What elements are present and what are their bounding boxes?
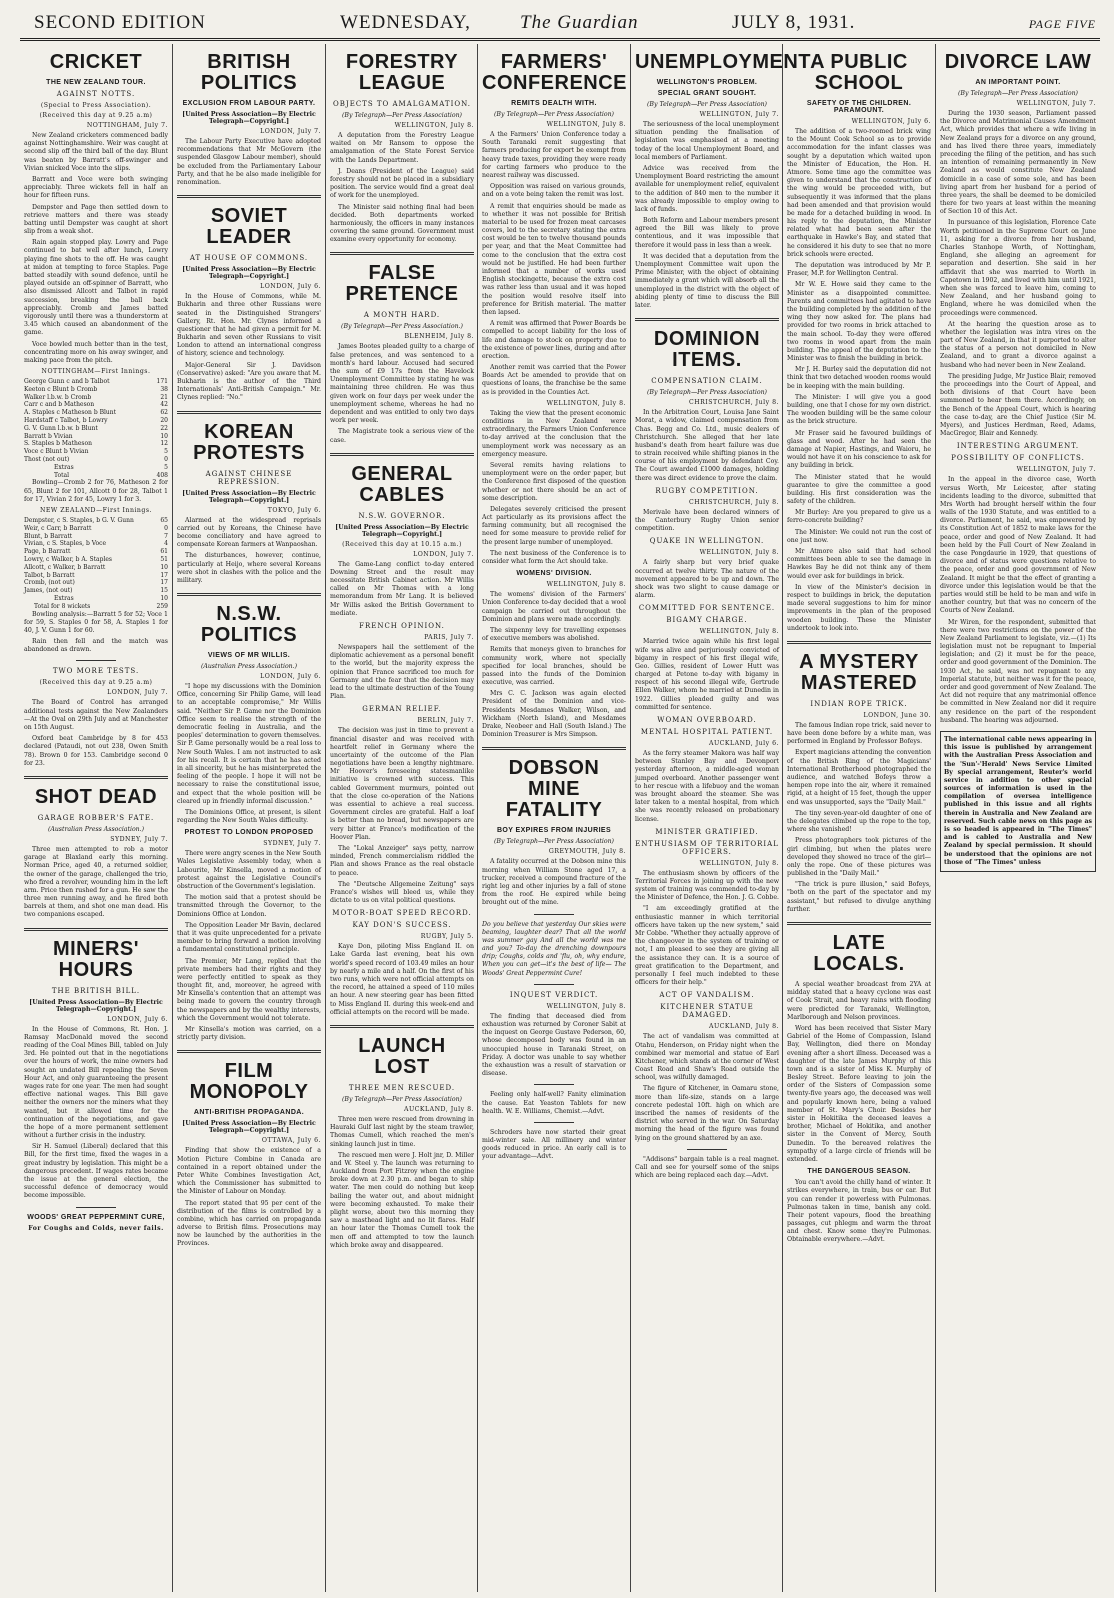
nsw-credit: (Australian Press Association.) — [200, 663, 298, 671]
cables-headline: GENERAL CABLES — [351, 462, 453, 506]
film-subhead: ANTI-BRITISH PROPAGANDA. — [193, 1109, 305, 1117]
shot-dead-credit: (Australian Press Association.) — [47, 825, 145, 833]
score-row: George Gunn c and b Talbot 171 — [24, 378, 168, 386]
yeaston-ad: Feeling only half-well? Fanity elimination the cause. Eat Yeaston Tablets for new health. W. E. Williams, Chemist.—Advt. — [482, 1091, 626, 1115]
nsw-para: The Premier, Mr Lang, replied that the private members had their rights and they were perfectly entitled to speak as they thought fit, and, moreover, he agreed with Mr Kinsella's contention that an attempt was being made to govern the country through the newspapers and by the wealthy interests, which the Government would not tolerate. — [177, 957, 321, 1022]
inquest-para: The finding that deceased died from exhaustion was returned by Coroner Sabit at the inquest on George Gustave Pederson, 60, whose decomposed body was found in an unoccupied house in Taranaki Street, on Friday. A doctor was unable to say whether the exhaustion was a result of starvation or disease. — [482, 1012, 626, 1078]
farmers-dateline: WELLINGTON, July 8. — [546, 121, 626, 128]
miners-para: Sir H. Samuel (Liberal) declared that this Bill, for the first time, fixed the wages in a great industry by legislation. This might be a dangerous precedent. If wages rates became the issue at the general election, the successful defence of democracy would become impossible. — [24, 1143, 168, 1200]
score-row: James, (not out) 15 — [24, 587, 168, 595]
farmers-para: Remits that moneys given to branches for community work, where not specially specified for local branches, should be passed into the funds of the Dominion executive, was carried. — [482, 646, 626, 687]
divider — [76, 1207, 116, 1208]
cable-news-notice: The international cable news appearing in this issue is published by arrangement with the Australian Press Association and the 'Sun'-'Herald' News Service Limited By special arrangement, Reuter's world service in addition to other special sources of information is used in the compilation of oversea intelligence published in this issue and all rights therein in Australia and New Zealand are reserved. Such cable news on this page as is so headed is appeared in "The Times" and is cabled to Australia and New Zealand by special permission. It should be understood that the opinions are not those of "The Times" unless — [940, 731, 1096, 872]
nsw-protest-head: PROTEST TO LONDON PROPOSED — [184, 829, 314, 837]
farmers-subhead: REMITS DEALTH WITH. — [511, 100, 597, 107]
score-row: Allcott, c Walker, b Barratt 10 — [24, 563, 168, 571]
cricket-para: Voce bowled much better than in the test, concentrating more on his away swinger, and making pace from the pitch. — [24, 340, 168, 364]
date-label: JULY 8, 1931. — [732, 12, 856, 33]
column-2 — [177, 44, 321, 1592]
launch-subhead: THREE MEN RESCUED. — [348, 1083, 456, 1092]
school-subhead: SAFETY OF THE CHILDREN. PARAMOUNT. — [806, 100, 912, 114]
nsw-para: Mr Kinsella's motion was carried, on a strictly party division. — [177, 1026, 321, 1042]
cricket-headline: CRICKET — [49, 51, 143, 73]
more-tests-head: TWO MORE TESTS. — [52, 667, 140, 676]
school-para: The Minister: I will give you a good building, one that I chose for my own district. The wooden building will be the same colour as the brick structure. — [787, 393, 931, 426]
pretence-headline: FALSE PRETENCE — [345, 262, 459, 306]
score-row: Vivian, c S. Staples, b Voce 4 — [24, 540, 168, 548]
masthead — [20, 8, 1100, 41]
divorce-dateline-2: WELLINGTON, July 7. — [1016, 466, 1096, 474]
cricket-para: Dempster and Page then settled down to retrieve matters and there was steady batting until Dempster was caught at short slip from a weak shot. — [24, 203, 168, 236]
mystery-dateline: LONDON, June 30. — [863, 711, 931, 719]
nsw-para: The Opposition Leader Mr Bavin, declared that it was quite unprecedented for a private member to bring forward a motion involving a fundamental constitutional principle. — [177, 921, 321, 954]
cables-para: The decision was just in time to prevent a financial disaster and was received with heartfelt relief in Germany where the uncertainty of the outcome of the Plan negotiations have been a lengthy nightmare. Mr Hoover's foreseeing statesmanlike initiative is crowned with success. This cabled Government murmurs, pointed out that the close co-operation of the Nations was essential to achieve a real success. Government circles are grateful. Half a loaf is better than no bread, but newspapers are very bitter at France's modification of the Hoover Plan. — [330, 727, 474, 841]
score-row: Carr c and b Matheson 42 — [24, 401, 168, 409]
film-headline: FILM MONOPOLY — [189, 1060, 309, 1104]
nsw-para: There were angry scenes in the New South Wales Legislative Assembly today, when a Labourite, Mr Kinsella, moved a motion of protest against the Legislative Council's obstruction of the Government's legislation. — [177, 850, 321, 890]
korean-para: Alarmed at the widespread reprisals carried out by Koreans, the Chinese have become conciliatory and have agreed to compensate Korean farmers at Wanpaoshan. — [177, 516, 321, 549]
film-para: The report stated that 95 per cent of the distribution of the films is controlled by a combine, which has carried on propaganda adverse to British films. Prosecutions may now be launched by the authorities in the Provinces. — [177, 1199, 321, 1248]
farmers-credit: (By Telegraph—Per Press Association) — [494, 111, 614, 118]
dobson-headline: DOBSON MINE FATALITY — [505, 757, 603, 822]
dominion-para: As the ferry steamer Makora was half way between Stanley Bay and Devonport yesterday afternoon, a middle-aged woman jumped overboard. Another passenger went to her rescue with a lifebuoy and the woman was brought aboard the steamer. She was later taken to a mental hospital, from which she was recently released on probationary license. — [635, 750, 779, 823]
pretence-para: The Magistrate took a serious view of the case. — [330, 428, 474, 444]
forestry-dateline: WELLINGTON, July 8. — [394, 122, 474, 129]
score-row: Blunt, b Barratt 7 — [24, 532, 168, 540]
divorce-para: In pursuance of this legislation, Florence Cate Worth petitioned in the Supreme Court on June 11, asking for a divorce from her husband, Charles Stanhope Worth, of Nottingham, England, she alleging an agreement for separation and desertion. She said in her affidavit that she was married to Worth in Capetown in 1902, and lived with him until 1921, when she was forced to leave him, coming to New Zealand, and her husband going to England, where he was domiciled when the proceedings were commenced. — [940, 219, 1096, 317]
score-row: S. Staples b Matheson 12 — [24, 440, 168, 448]
farmers-para: The sixpenny levy for travelling expenses of executive members was abolished. — [482, 626, 626, 643]
school-para: In view of the Minister's decision in respect to buildings in brick, the deputation made several suggestions to him for minor improvements in the plan of the proposed wooden building. These the Minister undertook to look into. — [787, 583, 931, 632]
politics-subhead: EXCLUSION FROM LABOUR PARTY. — [182, 100, 316, 107]
pretence-dateline: BLENHEIM, July 8. — [404, 333, 474, 341]
unemployment-headline: UNEMPLOYMENT — [635, 51, 811, 73]
soviet-para: Major-General Sir J. Davidson (Conservative) asked: "Are you aware that M. Bukharin is the author of the Third Internationals' Anti-British Campaign." Mr. Clynes replied: "No." — [177, 361, 321, 402]
cables-para: Kaye Don, piloting Miss England II. on Lake Garda last evening, beat his own world's speed record of 103.49 miles an hour by nearly a mile and a half. On the first of his two runs, which were not official attempts on the record, he attained a speed of 110 miles an hour. A new steering gear has been fitted to Miss England II. during this week-end and official attempts on the record will be made. — [330, 943, 474, 1016]
miners-headline: MINERS' HOURS — [52, 937, 140, 981]
cricket-credit: (Special to Press Association). — [40, 102, 152, 109]
cables-subhead: N.S.W. GOVERNOR. — [358, 511, 446, 520]
kitchener-head: KITCHENER STATUE DAMAGED. — [660, 1003, 754, 1020]
notts-scorecard — [24, 378, 168, 479]
launch-para: The rescued men were J. Holt jnr, D. Miller and W. Steel y. The launch was returning to Auckland from Port Fitzroy when the engine broke down at 2.30 p.m. and began to ship water. The men could do nothing but keep bailing the water out, and about midnight were becoming exhausted. To make their plight worse, about two this morning they saw a masthead light and no lit flares. Half an hour later the Thomas Cumell took the men off and attempted to tow the launch which broke away and disappeared. — [330, 1151, 474, 1249]
score-row: Dempster, c S. Staples, b G. V. Gunn 65 — [24, 516, 168, 524]
farmers-dateline-2: WELLINGTON, July 8. — [546, 399, 626, 407]
farmers-para: Mrs C. C. Jackson was again elected President of the Dominion and vice-Presidents Mesdames Walker, Wilson, and Wickham (North Island), and Mesdames Drake, Neobeer and Hall (South Island.) The Dominion Treasurer is Mrs Simpson. — [482, 690, 626, 739]
politics-para: The Labour Party Executive have adopted recommendations that Mr McGovern (the suspended Glasgow Labour member), should be excluded from the Parliamentary Labour Party, and that he be also made ineligible for renomination. — [177, 138, 321, 186]
columns — [20, 44, 1100, 1592]
score-row: Talbot, b Barratt 17 — [24, 571, 168, 579]
pretence-para: James Bootes pleaded guilty to a charge of false pretences, and was sentenced to a month's hard labour. Accused had secured the sum of £9 17s from the Havelock Unemployment Committee by stating he was maintaining three children. He was thus given work on four days per week under the unemployment scheme, whereas he had no dependent and was entitled to only two days work per week. — [330, 343, 474, 425]
woods-ad-line: For Coughs and Colds, never fails. — [28, 1224, 164, 1232]
dominion-para: In the Arbitration Court, Louisa Jane Saint Morat, a widow, claimed compensation from Chas. Begg and Co. Ltd., music dealers of Christchurch. She alleged that her late husband's death from heart failure was due to strain received while shifting pianos in the course of his employment by defendant Coy. The Court awarded £1000 damages, holding there was direct evidence to prove the claim. — [635, 409, 779, 482]
dominion-subhead: COMPENSATION CLAIM. — [651, 377, 763, 386]
cricket-para: Barratt and Voce were both swinging appreciably. Three wickets fell in half an hour for fifteen runs. — [24, 175, 168, 200]
mental-head: MENTAL HOSPITAL PATIENT. — [640, 728, 774, 736]
german-head: GERMAN RELIEF. — [362, 705, 442, 714]
dominion-dateline: CHRISTCHURCH, July 8. — [689, 399, 779, 407]
cables-dateline-3: BERLIN, July 7. — [417, 717, 474, 725]
nsw-headline: N.S.W. POLITICS — [200, 603, 298, 647]
pulmonas-ad: You can't avoid the chilly hand of winter. It strikes everywhere, in train, bus or car. But you can render it powerless with Pulmonas. Pulmonas taken in time, banish any cold. Their potent vapours, flood the breathing passages, cut phlegm and warm the throat and chest. Know some they're Pulmonas. Obtainable everywhere.—Advt. — [787, 1179, 931, 1244]
cricket-para: The Board of Control has arranged additional tests against the New Zealanders—At the Oval on 29th July and at Manchester on 15th August. — [24, 699, 168, 732]
column-6 — [787, 44, 931, 1592]
divider — [534, 984, 574, 985]
column-1 — [24, 44, 168, 1592]
dominion-dateline-3: WELLINGTON, July 8. — [699, 549, 779, 557]
day-label: WEDNESDAY, — [340, 12, 471, 33]
soviet-credit: [United Press Association—By Electric Telegraph—Copyright.] — [182, 266, 316, 281]
divorce-headline: DIVORCE LAW — [944, 51, 1092, 73]
dominion-para: The enthusiasm shown by officers of the Territorial Forces in joining up with the new system of training was commended to-day by the Minister of Defence, the Hon. J. G. Cobbe. — [635, 869, 779, 902]
inquest-head: INQUEST VERDICT. — [509, 990, 599, 999]
notts-innings-head: NOTTINGHAM—First Innings. — [41, 368, 151, 376]
dominion-dateline-5: AUCKLAND, July 6. — [708, 740, 779, 747]
school-para: Mr Atmore also said that had school committees been able to see the damage in Hawkes Bay he did not think any of them would ever ask for buildings in brick. — [787, 548, 931, 580]
forestry-headline: FORESTRY LEAGUE — [345, 51, 459, 94]
dominion-para: Merivale have been declared winners of the Canterbury Rugby Union senior competition. — [635, 508, 779, 533]
cables-dateline-4: RUGBY, July 5. — [420, 933, 474, 941]
farmers-para: A the Farmers' Union Conference today a South Taranaki remit suggesting that farmers producing for export be exempt from heavy trade taxes, providing they were ready for carting farmers who produce to the nearest railway was discussed. — [482, 131, 626, 179]
korean-subhead: AGAINST CHINESE REPRESSION. — [205, 469, 293, 486]
dominion-para: A fairly sharp but very brief quake occurred at twelve thirty. The nature of the movement appeared to be up and down. The shock was two slight to cause damage or alarm. — [635, 559, 779, 600]
divider — [687, 1149, 727, 1150]
unemployment-subhead: WELLINGTON'S PROBLEM. — [656, 79, 758, 86]
shot-dead-para: Three men attempted to rob a motor garage at Blaxland early this morning. Norman Price, aged 40, a returned soldier, the owner of the garage, challenged the trio, who fired a revolver, wounding him in the left arm. Price then rushed for a gun. He saw the three men running away, and he fired both barrels at them, and shot one man dead. His two companions escaped. — [24, 845, 168, 919]
miners-credit: [United Press Association—By Electric Telegraph—Copyright.] — [29, 998, 163, 1013]
vandal-head: ACT OF VANDALISM. — [659, 991, 755, 1000]
school-para: Mr Fraser said he favoured buildings of glass and wood. After he had seen the damage at Napier, Hastings, and Waioru, he would not have it on his conscience to ask for any building in brick. — [787, 429, 931, 470]
miners-subhead: THE BRITISH BILL. — [51, 986, 141, 995]
dominion-dateline-7: AUCKLAND, July 8. — [708, 1023, 779, 1031]
pretence-subhead: A MONTH HARD. — [363, 311, 441, 320]
unemployment-para: Both Reform and Labour members present agreed the Bill was likely to prove contentious, and it was impossible that therefore it would pass in less than a week. — [635, 217, 779, 249]
dominion-para: "I am exceedingly gratified at the enthusiastic manner in which territorial officers have taken up the new system," said Mr Cobbe. "Whether they actually approve of the changeover in the system of training or not, I am pleased to see they are giving all the assistance they can. It is a source of great gratification to the Department, and personally I feel much indebted to these officers for their help." — [635, 905, 779, 987]
cables-dateline-2: PARIS, July 7. — [424, 634, 474, 641]
launch-headline: LAUNCH LOST — [358, 1034, 446, 1078]
farmers-para: Delegates severely criticised the present Act particularly as its provisions affect the farming community, but all recognised the need for some measure to provide relief for the present large number of unemployed. — [482, 505, 626, 546]
soviet-subhead: AT HOUSE OF COMMONS. — [189, 254, 309, 263]
unemployment-dateline: WELLINGTON, July 7. — [699, 111, 779, 118]
nz-bowling: Bowling analysis:—Barratt 5 for 52; Voce 1 for 59, S. Staples 0 for 58, A. Staples 1 for 40, J. V. Gunn 1 for 60. — [24, 610, 168, 634]
nz-scorecard — [24, 517, 168, 611]
dobson-credit: (By Telegraph—Per Press Association) — [494, 838, 614, 846]
shot-dead-dateline: SYDNEY, July 7. — [110, 835, 168, 843]
film-dateline: OTTAWA, July 6. — [261, 1137, 321, 1145]
notts-bowling: Bowling—Cromb 2 for 76, Matheson 2 for 65, Blunt 2 for 101, Allcott 0 for 28, Talbot 1 for 17, Vivian 2 for 45, Lowry 1 for 3. — [24, 479, 168, 503]
politics-credit: [United Press Association—By Electric Telegraph—Copyright.] — [182, 111, 316, 125]
farmers-para: The womens' division of the Farmers' Union Conference to-day decided that a wool campaign be carried out throughout the Dominion and plans were made accordingly. — [482, 591, 626, 623]
quake-head: QUAKE IN WELLINGTON. — [649, 537, 765, 546]
column-4 — [482, 44, 626, 1592]
mystery-para: "The trick is pure illusion," said Bofeys, "both on the part of the spectator and my assistant," but refused to divulge anything further. — [787, 881, 931, 913]
score-row: Hardstaff c Talbot, b Lowry 20 — [24, 417, 168, 425]
dominion-dateline-2: CHRISTCHURCH, July 8. — [689, 498, 779, 506]
column-7 — [940, 44, 1096, 1592]
page-label: PAGE FIVE — [1028, 17, 1096, 31]
cables-para: Newspapers hail the settlement of the diplomatic achievement as a personal benefit to the world, but the majority express the opinion that France sacrificed too much for Germany and the fear that the decision may lead to the ultimate destruction of the Young Plan. — [330, 644, 474, 701]
divider — [534, 1122, 574, 1123]
score-total: Total 408 — [54, 471, 168, 479]
divider — [24, 776, 168, 779]
school-para: The deputation was introduced by Mr P. Fraser, M.P. for Wellington Central. — [787, 262, 931, 278]
film-para: Finding that show the existence of a Motion Picture Combine in Canada are contained in a report obtained under the Peter White Combines Investigation Act, which the Commissioner has submitted to the Minister of Labour on Monday. — [177, 1147, 321, 1196]
dominion-dateline-4: WELLINGTON, July 8. — [699, 628, 779, 636]
forestry-para: The Minister said nothing final had been decided. Both departments worked harmoniously, the officers in many instances covering the same ground. Government must examine every opportunity for economy. — [330, 203, 474, 244]
divider — [787, 922, 931, 925]
divider — [76, 660, 116, 661]
cricket-para: Rain again stopped play. Lowry and Page continued to bat well after lunch, Lowry playing fine shots to the off. He was caught at midon at tempting to force Staples. Page batted steadily with sound defence, until he played outside an off-spinner of Barratt, who also dismissed Allcott and Talbot in rapid succession, breaking the ball back appreciably. Cromb and James batted vigorously until there was a thunderstorm at 3.45 which caused an abandonment of the game. — [24, 239, 168, 337]
korean-headline: KOREAN PROTESTS — [193, 420, 305, 464]
dominion-para: The figure of Kitchener, in Oamaru stone, more than life-size, stands on a large concrete pedestal 10ft. high on which are inscribed the names of residents of the district who served in the war. On Saturday morning the head of the figure was found lying on the ground shattered by an axe. — [635, 1085, 779, 1142]
kaye-head: KAY DON'S SUCCESS. — [352, 921, 452, 930]
divider — [177, 1050, 321, 1053]
cables-dateline: LONDON, July 7. — [413, 550, 474, 558]
cricket-dateline-2: LONDON, July 7. — [107, 689, 168, 697]
school-para: The Minister stated that he would guarantee to give the committee a good building. His first consideration was the safety of the children. — [787, 473, 931, 506]
unemployment-para: It was decided that a deputation from the Unemployment Committee wait upon the Prime Minister, with the object of obtaining immediately a grant which will absorb all the unemployed in the district with the object of abiding plenty of time to discuss the Bill later. — [635, 252, 779, 309]
divorce-subhead: AN IMPORTANT POINT. — [975, 79, 1061, 86]
score-row: Keeton c Blunt b Cromb 38 — [24, 385, 168, 393]
divider — [177, 411, 321, 414]
farmers-para: A remit that enquiries should be made as to whether it was not possible for British material to be used for frozen meat carcases covers, led to the secretary stating the extra cost would be ten to twelve thousand pounds per year, and that the Meat Committee had come to the conclusion that the extra cost would not be justified. He had been further informed that a number of works used English stockingette, because the extra cost was rather less than usual and it was hoped the position would resolve itself into preference for British material. The matter then lapsed. — [482, 202, 626, 316]
conflict-head: POSSIBILITY OF CONFLICTS. — [951, 454, 1085, 463]
divorce-credit: (By Telegraph—Per Press Association) — [958, 90, 1078, 97]
shot-dead-subhead: GARAGE ROBBER'S FATE. — [37, 813, 155, 822]
dominion-headline: DOMINION ITEMS. — [653, 328, 761, 372]
overboard-head: WOMAN OVERBOARD. — [657, 716, 757, 724]
nsw-para: "I hope my discussions with the Dominion Office, concerning Sir Philip Game, will lead to an acceptable compromise," Mr Willis said. "Neither Sir P. Game nor the Dominion Office seem to realise the strength of the democratic feeling in Australia, and the peoples' determination to govern themselves. Sir P. Game personally would be a real loss to New South Wales. I am not instructed to ask for his recall. It is certain that he has acted in all sincerity, but he has misinterpreted the feeling of the people. I hope it will not be necessary to raise the constitutional issue, and expect that the whole position will be cleared up in friendly informal discussion." — [177, 683, 321, 805]
enthusiasm-head: ENTHUSIASM OF TERRITORIAL OFFICERS. — [635, 839, 779, 856]
schroders-ad: Schroders have now started their great mid-winter sale. All millinery and winter goods reduced in price. An early call is to your advantage—Advt. — [482, 1128, 626, 1161]
cricket-against: AGAINST NOTTS. — [56, 90, 136, 98]
shot-dead-headline: SHOT DEAD — [34, 785, 158, 808]
score-row: Thost (not out) 0 — [24, 456, 168, 464]
film-credit: [United Press Association—By Electric Telegraph—Copyright.] — [182, 1120, 316, 1135]
divorce-para: The presiding Judge, Mr Justice Blair, removed the proceedings into the Court of Appeal, and both divisions of that Court have been summoned to hear them there. Accordingly, on the Bench of the Appeal Court, which is hearing the case to-day, are the Chief Justice (Sir M. Myers), and Justices Herdman, Reed, Adams, MacGregor, Blair and Kennedy. — [940, 372, 1096, 438]
mystery-para: The famous Indian rope trick, said never to have been done before by a white man, was performed in England by Professor Bofeys. — [787, 721, 932, 746]
forestry-subhead: OBJECTS TO AMALGAMATION. — [333, 100, 471, 108]
forestry-credit: (By Telegraph—Per Press Association) — [342, 112, 462, 119]
cables-received: (Received this day at 10.15 a.m.) — [342, 540, 462, 548]
farmers-headline: FARMERS' CONFERENCE — [482, 51, 628, 94]
french-head: FRENCH OPINION. — [359, 622, 445, 630]
school-para: Mr W. E. Howe said they came to the Minister as a disappointed committee. Parents and committees had agitated to have the building completed by the addition of the wing they now asked for. The plans had provided for two rooms in brick attached to the main school. To-day they were offered two rooms in wood apart from the main building. The appeal of the deputation to the Minister was to finish the building in brick. — [787, 281, 931, 363]
miners-para: In the House of Commons, Rt. Hon. J. Ramsay MacDonald moved the second reading of the Coal Mines Bill, tabled on July 3rd. He pointed out that in the negotiations over the hours of work, the mine owners had sought an undated Bill repealing the Seven Hour Act, and only guaranteeing the present wages rate for one year. The men had sought effective national wages. This Bill gave neither the owners nor the miners what they wanted, but it allowed time for the continuation of the negotiations, and gave the hope of a more permanent settlement without a further crisis in the industry. — [24, 1025, 168, 1140]
cricket-received-2: (Received this day at 9.25 a.m) — [39, 679, 153, 687]
farmers-para: Taking the view that the present economic conditions in New Zealand were extraordinary, the Farmers Union Conference to-day arrived at the conclusion that the unemployment work was necessary as an emergency measure. — [482, 409, 626, 458]
score-row: G. V. Gunn l.b.w. b Blunt 22 — [24, 424, 168, 432]
farmers-para: Several remits having relations to unemployment were on the order paper, but the Conference first disposed of the question whether or not there should be an act of some description. — [482, 461, 626, 502]
woods-verse: Do you believe that yesterday Our skies were beaming, laughter dear? That all the world was summer gay And all the world was me and you? To-day the drenching downpours drip; Coughs, colds and 'flu, oh, why endure, When you can get—it's the best of life— The Woods' Great Peppermint Cure! — [482, 920, 626, 977]
school-para: The Minister: We could not run the cost of one just now. — [787, 528, 931, 544]
column-3 — [330, 44, 474, 1592]
korean-para: The disturbances, however, continue, particularly at Heijo, where several Koreans were shot in clashes with the police and the military. — [177, 552, 321, 584]
committed-head: COMMITTED FOR SENTENCE. — [638, 604, 776, 613]
motor-head: MOTOR-BOAT SPEED RECORD. — [332, 909, 472, 918]
cricket-received: (Received this day at 9.25 a.m) — [39, 112, 153, 119]
nz-innings-head: NEW ZEALAND—First Innings. — [39, 506, 153, 514]
column-5 — [635, 44, 811, 1592]
edition-label: SECOND EDITION — [34, 12, 206, 33]
politics-dateline: LONDON, July 7. — [260, 128, 321, 135]
minister-head: MINISTER GRATIFIED. — [655, 827, 759, 836]
score-row: Weir, c Carr, b Barratt 0 — [24, 524, 168, 532]
cricket-para: New Zealand cricketers commenced badly against Nottinghamshire. Weir was caught at second slip off the third ball of the day. Blunt was beaten by Barratt's off-swinger and Vivian snicked Voce into the slips. — [24, 132, 168, 172]
unemployment-para: The seriousness of the local unemployment situation pending the finalisation of legislation was emphasised at a meeting today of the local Unemployment Board, and local members of Parliament. — [635, 121, 779, 161]
korean-credit: [United Press Association—By Electric Telegraph—Copyright.] — [182, 489, 316, 504]
dobson-dateline-2: WELLINGTON, July 8. — [546, 1002, 626, 1010]
mystery-para: Press photographers took pictures of the girl climbing, but when the plates were developed they showed no trace of the girl—only the rope. One of these pictures was published in the "Daily Mail." — [787, 837, 931, 878]
paper-title: The Guardian — [520, 12, 639, 33]
divider — [177, 593, 321, 596]
locals-para: A special weather broadcast from 2YA at midday stated that a heavy cyclone was east of Cook Strait, and heavy rains with flooding were predicted for Taranaki, Wellington, Marlborough and Nelson provinces. — [787, 981, 931, 1021]
locals-para: Word has been received that Sister Mary Gabriel of the Home of Compassion, Island Bay, Wellington, died there on Monday evening after a short illness. Deceased was a daughter of the late James Murphy of this town and is a sister of Miss K. Murphy of Besley Street. Before leaving to join the order of the Sisters of Compassion some twenty-five years ago, the deceased was well and popularly known here, being a valued member of St. Mary's Choir. Besides her sister in Hokitika the deceased leaves a brother, Michael of Hokitika, and another sister in the Convent of Mercy, South Dunedin. To the bereaved relatives the sympathy of a large circle of friends will be extended. — [787, 1024, 931, 1163]
forestry-para: J. Deans (President of the League) said forestry should not be placed in a subsidiary position. The service would find a great deal of work for the unemployed. — [330, 167, 474, 200]
unemployment-para: Advice was received from the Unemployment Board restricting the amount available for unemployment relief, equivalent to the addition of 840 men to the number it was already impossible to employ owing to lack of funds. — [635, 164, 779, 213]
nsw-para: The motion said that a protest should be transmitted through the Governor, to the Dominions Office at London. — [177, 894, 321, 918]
dominion-para: The act of vandalism was committed at Otahu, Henderson, on Friday night when the combined war memorial and statue of Earl Kitchener, which stands at the corner of West Coast Road and Shaw's Road outside the school, was wilfully damaged. — [635, 1033, 779, 1082]
school-para: The addition of a two-roomed brick wing to the Mount Cook School so as to provide accommodation for the infant classes was sought by a deputation which waited upon the Minister of Education, the Hon. H. Atmore. Some time ago the committee was given to understand that the construction of the wing would be proceeded with, but subsequently it was informed that the plans had been amended and that provision would be made for a detached building in wood. In his reply to the deputation, the Minister related what had been seen after the earthquake in Hawke's Bay, and stated that he considered it his duty to see that no more brick schools were erected. — [787, 128, 931, 258]
cables-credit: [United Press Association—By Electric Telegraph—Copyright.] — [335, 523, 469, 538]
mystery-para: The tiny seven-year-old daughter of one of the delegates climbed up the rope to the top, where she vanished! — [787, 809, 931, 834]
school-para: Mr J. H. Burley said the deputation did not think that two detached wooden rooms would be in keeping with the main building. — [787, 366, 931, 390]
soviet-para: In the House of Commons, while M. Bukharin and three other Russians were seated in the Distinguished Strangers' Gallery, Rt. Hon. Mr. Clynes informed a questioner that he had given a permit for M. Bukharin and seven other Russians to visit London to attend an international congress of history, science and technology. — [177, 293, 321, 358]
score-row: Extras 5 — [54, 463, 168, 471]
dobson-para: A fatality occurred at the Dobson mine this morning when William Stone aged 17, a trucker, received a compound fracture of the right leg and other injuries by a fall of stone from the roof. He expired while being brought out of the mine. — [482, 858, 626, 907]
farmers-para: Another remit was carried that the Power Boards Act be amended to provide that on questions of loans, the franchise be the same as is provided in the Counties Act. — [482, 364, 626, 396]
launch-para: Three men were rescued from drowning in Hauraki Gulf last night by the steam trawler, Thomas Cumell, which reached the men's sinking launch just in time. — [330, 1115, 474, 1148]
cricket-dateline: NOTTINGHAM, July 7. — [86, 122, 168, 129]
addisons-ad: "Addisons" bargain table is a real magnet. Call and see for yourself some of the snips which are being replaced each day.—Advt. — [635, 1155, 779, 1180]
divorce-para: In the appeal in the divorce case, Worth versus Worth, Mr Leicester, after stating incidents leading to the divorce, submitted that Mrs Worth had brought herself within the four walls of the 1930 Statute, and was entitled to a divorce. Parliament, he said, was empowered by its Constitution Act of 1852 to make laws for the peace, order and good of New Zealand. It had been held by the Full Court of New Zealand in the case Pongdaurie in 1929, that questions of divorce and of status were questions relative to the peace, order and good government of New Zealand. It might be that the effect of granting a divorce under this legislation would be that the parties would still be held to be man and wife in another country, but that was no concern of the Courts of New Zealand. — [940, 476, 1096, 615]
school-para: Mr Burley: Are you prepared to give us a ferro-concrete building? — [787, 509, 931, 525]
mystery-para: Expert magicians attending the convention of the British Ring of the Magicians' International Brotherhood photographed the audience, and watched Bofeys throw a hempen rope into the air, where it remained rigid, at a height of 15 feet, though the upper end was unsupported, says the "Daily Mail." — [787, 749, 931, 806]
farmers-para: Opposition was raised on various grounds, and on a vote being taken the remit was lost. — [482, 183, 626, 199]
nsw-dateline-2: SYDNEY, July 7. — [263, 840, 321, 848]
forestry-para: A deputation from the Forestry League waited on Mr Ransom to oppose the amalgamation of the State Forest Service with the Lands Department. — [330, 132, 474, 164]
dominion-dateline-6: WELLINGTON, July 8. — [699, 859, 779, 867]
locals-headline: LATE LOCALS. — [813, 932, 905, 975]
cables-para: The Game-Lang conflict to-day entered Downing Street and the result may necessitate British Cabinet action. Mr Willis called on Mr Thomas with a long memorandum from Mr Lang. It is believed Mr Willis asked the British Government to mediate. — [330, 560, 474, 617]
politics-headline: BRITISH POLITICS — [200, 51, 298, 94]
cricket-para: Oxford beat Cambridge by 8 for 453 declared (Pataudi, not out 238, Owen Smith 78). Brown 0 for 153. Cambridge second 0 for 23. — [24, 735, 168, 767]
miners-dateline: LONDON, July 6. — [107, 1015, 168, 1023]
divider — [534, 914, 574, 915]
women-head: WOMENS' DIVISION. — [516, 570, 592, 578]
cricket-subhead: THE NEW ZEALAND TOUR. — [46, 79, 146, 86]
divorce-para: Mr Wiren, for the respondent, submitted that there were two restrictions on the power of the New Zealand Parliament to legislate, viz.—(1) Its legislation must not be repugnant to Imperial legislation; and (2) it must be for the peace, order and good government of the Dominion. The 1930 Act, he said, was not repugnant to any Imperial statute, but neither was it for the peace, order and good government of New Zealand. The Act did not require that any matrimonial offence be committed in New Zealand nor did it require any residence on the part of the respondent husband. The hearing was adjourned. — [940, 618, 1096, 724]
score-row: Voce c Blunt b Vivian 5 — [24, 448, 168, 456]
score-total: Total for 8 wickets 259 — [34, 602, 168, 610]
divider — [330, 252, 474, 255]
soviet-dateline: LONDON, July 6. — [260, 283, 321, 291]
divider — [534, 1084, 574, 1085]
divorce-dateline: WELLINGTON, July 7. — [1016, 100, 1096, 107]
interest-head: INTERESTING ARGUMENT. — [956, 442, 1080, 451]
divider — [330, 1025, 474, 1028]
dominion-para: Married twice again while his first legal wife was alive and perjuriously convicted of bigamy in respect of his first illegal wife, Geo. Gillies, resident of Lower Hutt was charged at Petone to-day with bigamy in respect of his second illegal wife, Gertrude Ellen Walker, whom he married at Dunedin in 1922. Gillies pleaded guilty and was committed for sentence. — [635, 638, 779, 711]
mystery-headline: A MYSTERY MASTERED — [799, 650, 919, 694]
score-row: Extras 10 — [54, 594, 168, 602]
cables-para: The "Lokal Anzeiger" says petty, narrow minded, French commercialism riddled the Plan and shows France as the real obstacle to peace. — [330, 844, 474, 877]
school-dateline: WELLINGTON, July 6. — [851, 118, 931, 125]
score-row: Walker l.b.w. b Cromb 21 — [24, 393, 168, 401]
divider — [635, 318, 779, 321]
pretence-credit: (By Telegraph—Per Press Association.) — [341, 323, 463, 331]
unemployment-subhead-2: SPECIAL GRANT SOUGHT. — [657, 90, 757, 97]
mystery-subhead: INDIAN ROPE TRICK. — [810, 699, 908, 708]
cables-para: The "Deutsche Allgemeine Zeitung" says France's wishes will bleed us, while they dictate to us on vital political questions. — [330, 880, 474, 905]
nsw-para: The Dominions Office, at present, is silent regarding the New South Wales difficulty. — [177, 808, 321, 825]
nsw-dateline: LONDON, July 6. — [260, 673, 321, 681]
dobson-subhead: BOY EXPIRES FROM INJURIES — [496, 827, 612, 835]
score-row: Page, b Barratt 61 — [24, 548, 168, 556]
korean-dateline: TOKYO, July 6. — [267, 506, 321, 514]
season-head: THE DANGEROUS SEASON. — [807, 1168, 911, 1176]
woods-ad-head: WOODS' GREAT PEPPERMINT CURE, — [27, 1213, 165, 1221]
farmers-para: A remit was affirmed that Power Boards be compelled to accept liability for the loss of life and damage to stock on property due to the existence of power lines, during and after erection. — [482, 320, 626, 360]
bigamy-head: BIGAMY CHARGE. — [666, 616, 748, 625]
divider — [330, 453, 474, 456]
divider — [24, 928, 168, 931]
rugby-head: RUGBY COMPETITION. — [655, 486, 759, 495]
dominion-credit: (By Telegraph—Per Press Association) — [647, 389, 767, 397]
score-row: Barratt b Vivian 10 — [24, 432, 168, 440]
farmers-para: The next business of the Conference is to consider what form the Act should take. — [482, 549, 626, 565]
divider — [787, 641, 931, 644]
score-row: Cromb, (not out) 17 — [24, 579, 168, 587]
score-row: A. Staples c Matheson b Blunt 62 — [24, 409, 168, 417]
soviet-headline: SOVIET LEADER — [206, 205, 292, 249]
divorce-para: During the 1930 season, Parliament passed the Divorce and Matrimonial Causes Amendment Act, which provides that where a wife living in New Zealand prays for a divorce on any ground, and has lived there three years, immediately preceding the filing of the petition, and has such an intention of remaining permanently in New Zealand as would constitute New Zealand domicile in a case of some sole, and has been living apart from her husband for a period of three years, the shall be deemed to be domiciled there for two years at least within the meaning of Section 10 of this Act. — [940, 110, 1096, 216]
score-row: Lowry, c Walker, b A. Staples 51 — [24, 555, 168, 563]
farmers-dateline-3: WELLINGTON, July 8. — [546, 581, 626, 589]
divider — [482, 747, 626, 750]
dobson-dateline: GREYMOUTH, July 8. — [548, 848, 626, 856]
cricket-para: Rain then fell and the match was abandoned as drawn. — [24, 638, 168, 654]
launch-credit: (By Telegraph—Per Press Association) — [342, 1095, 462, 1103]
divider — [177, 195, 321, 198]
launch-dateline: AUCKLAND, July 8. — [403, 1105, 474, 1113]
nsw-subhead: VIEWS OF MR WILLIS. — [207, 652, 291, 660]
unemployment-credit: (By Telegraph—Per Press Association) — [647, 101, 767, 108]
school-headline: A PUBLIC SCHOOL — [810, 51, 908, 94]
divorce-para: At the hearing the question arose as to whether the legislation was intra vires on the part of New Zealand, in that it purported to alter the status of a person not domiciled in New Zealand, and to grant a divorce against a husband who had never been in New Zealand. — [940, 320, 1096, 369]
